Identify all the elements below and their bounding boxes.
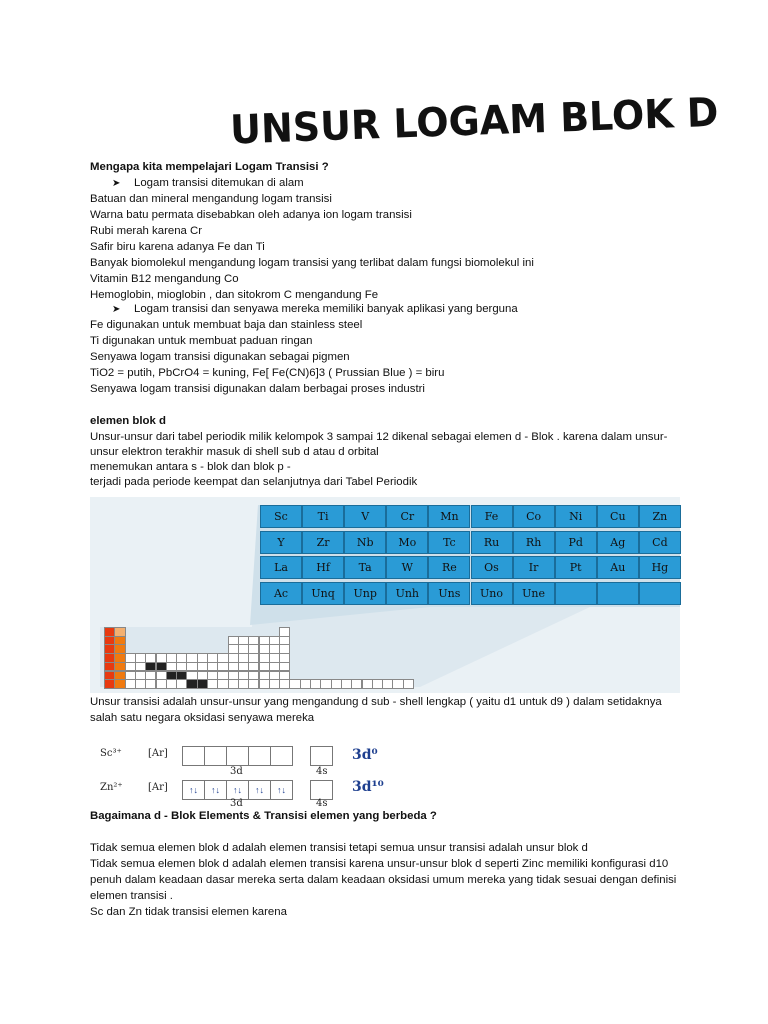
d-orbital-box: ↑↓ <box>248 780 271 800</box>
element-cell: Unh <box>386 582 428 605</box>
element-cell: Ir <box>513 556 555 579</box>
text-line: Unsur-unsur dari tabel periodik milik kelompok 3 sampai 12 dikenal sebagai elemen d - Blok . karena dalam unsur- <box>90 431 668 443</box>
element-cell: Uno <box>471 582 513 605</box>
d-orbital-box <box>204 746 227 766</box>
element-cell: Ag <box>597 531 639 554</box>
element-cell: Uns <box>428 582 470 605</box>
text-line: unsur elektron terakhir masuk di shell sub d atau d orbital <box>90 446 379 458</box>
sc-ion-label: Sc³⁺ <box>100 748 122 759</box>
d-orbital-box <box>248 746 271 766</box>
element-cell: Mn <box>428 505 470 528</box>
core-label: [Ar] <box>148 782 168 793</box>
element-cell: Cd <box>639 531 681 554</box>
sub-s-label: 4s <box>316 798 328 809</box>
element-cell: Cr <box>386 505 428 528</box>
text-line: Tidak semua elemen blok d adalah elemen transisi tetapi semua unsur transisi adalah unsur blok d <box>90 842 588 854</box>
text-line: TiO2 = putih, PbCrO4 = kuning, Fe[ Fe(CN)6]3 ( Prussian Blue ) = biru <box>90 367 445 379</box>
element-cell <box>555 582 597 605</box>
text-line: Warna batu permata disebabkan oleh adanya ion logam transisi <box>90 209 412 221</box>
text-line: Fe digunakan untuk membuat baja dan stainless steel <box>90 319 363 331</box>
element-cell: Fe <box>471 505 513 528</box>
d-orbital-box <box>270 746 293 766</box>
section-heading-difference: Bagaimana d - Blok Elements & Transisi elemen yang berbeda ? <box>90 810 437 822</box>
d-orbital-box: ↑↓ <box>226 780 249 800</box>
element-cell: Au <box>597 556 639 579</box>
element-cell: Y <box>260 531 302 554</box>
text-line: Senyawa logam transisi digunakan sebagai pigmen <box>90 351 350 363</box>
element-cell: W <box>386 556 428 579</box>
element-cell: Hg <box>639 556 681 579</box>
text-line: Hemoglobin, mioglobin , dan sitokrom C mengandung Fe <box>90 289 379 301</box>
element-cell: Ti <box>302 505 344 528</box>
sub-s-label: 4s <box>316 766 328 777</box>
element-cell: V <box>344 505 386 528</box>
sub-d-label: 3d <box>230 798 243 809</box>
element-cell: Unq <box>302 582 344 605</box>
orbital-diagram <box>90 740 430 812</box>
d-orbital-box: ↑↓ <box>204 780 227 800</box>
text-line: Ti digunakan untuk membuat paduan ringan <box>90 335 313 347</box>
text-line: Vitamin B12 mengandung Co <box>90 273 239 285</box>
text-line: Safir biru karena adanya Fe dan Ti <box>90 241 265 253</box>
text-line: Unsur transisi adalah unsur-unsur yang mengandung d sub - shell lengkap ( yaitu d1 untuk d9 ) dalam setidaknya <box>90 696 662 708</box>
element-cell: Mo <box>386 531 428 554</box>
element-cell: Pd <box>555 531 597 554</box>
zn-config: 3d¹⁰ <box>352 779 384 795</box>
element-cell: Ta <box>344 556 386 579</box>
d-orbital-box <box>182 746 205 766</box>
element-cell: Zn <box>639 505 681 528</box>
element-cell: Ru <box>471 531 513 554</box>
d-orbital-box <box>226 746 249 766</box>
element-cell: Tc <box>428 531 470 554</box>
element-cell: Rh <box>513 531 555 554</box>
mini-cell <box>403 679 414 689</box>
element-cell <box>597 582 639 605</box>
text-line: penuh dalam keadaan dasar mereka serta dalam keadaan oksidasi umum mereka yang tidak sesuai dengan definisi <box>90 874 677 886</box>
text-line: Senyawa logam transisi digunakan dalam berbagai proses industri <box>90 383 425 395</box>
element-cell: Hf <box>302 556 344 579</box>
d-orbital-box: ↑↓ <box>270 780 293 800</box>
element-cell: Zr <box>302 531 344 554</box>
text-line: Tidak semua elemen blok d adalah elemen transisi karena unsur-unsur blok d seperti Zinc memiliki konfigurasi d10 <box>90 858 669 870</box>
periodic-table-figure <box>90 497 680 693</box>
sc-config: 3d⁰ <box>352 747 378 763</box>
element-cell: Une <box>513 582 555 605</box>
element-cell: La <box>260 556 302 579</box>
element-cell: Os <box>471 556 513 579</box>
section-heading-why: Mengapa kita mempelajari Logam Transisi ? <box>90 161 329 173</box>
text-line: Banyak biomolekul mengandung logam transisi yang terlibat dalam fungsi biomolekul ini <box>90 257 534 269</box>
element-cell: Unp <box>344 582 386 605</box>
text-line: salah satu negara oksidasi senyawa mereka <box>90 712 315 724</box>
text-line: Rubi merah karena Cr <box>90 225 203 237</box>
text-line: menemukan antara s - blok dan blok p - <box>90 461 291 473</box>
text-line: Sc dan Zn tidak transisi elemen karena <box>90 906 287 918</box>
element-cell: Ni <box>555 505 597 528</box>
mini-cell <box>114 627 125 637</box>
mini-cell <box>279 627 290 637</box>
arrow-bullet-icon: ➤ <box>112 178 121 189</box>
s-orbital-box <box>310 780 333 800</box>
element-cell: Sc <box>260 505 302 528</box>
sub-d-label: 3d <box>230 766 243 777</box>
element-cell: Co <box>513 505 555 528</box>
text-line: elemen transisi . <box>90 890 173 902</box>
bullet-item: ➤ Logam transisi ditemukan di alam <box>112 177 304 189</box>
page-title: UNSUR LOGAM BLOK D <box>229 88 720 154</box>
element-cell: Pt <box>555 556 597 579</box>
core-label: [Ar] <box>148 748 168 759</box>
element-cell: Ac <box>260 582 302 605</box>
section-heading-dblock: elemen blok d <box>90 415 166 427</box>
element-cell <box>639 582 681 605</box>
s-orbital-box <box>310 746 333 766</box>
text-line: terjadi pada periode keempat dan selanjutnya dari Tabel Periodik <box>90 476 418 488</box>
d-orbital-box: ↑↓ <box>182 780 205 800</box>
text-line: Batuan dan mineral mengandung logam transisi <box>90 193 332 205</box>
element-cell: Re <box>428 556 470 579</box>
zn-ion-label: Zn²⁺ <box>100 782 123 793</box>
element-cell: Nb <box>344 531 386 554</box>
bullet-item: ➤ Logam transisi dan senyawa mereka memiliki banyak aplikasi yang berguna <box>112 303 518 315</box>
arrow-bullet-icon: ➤ <box>112 304 121 315</box>
element-cell: Cu <box>597 505 639 528</box>
